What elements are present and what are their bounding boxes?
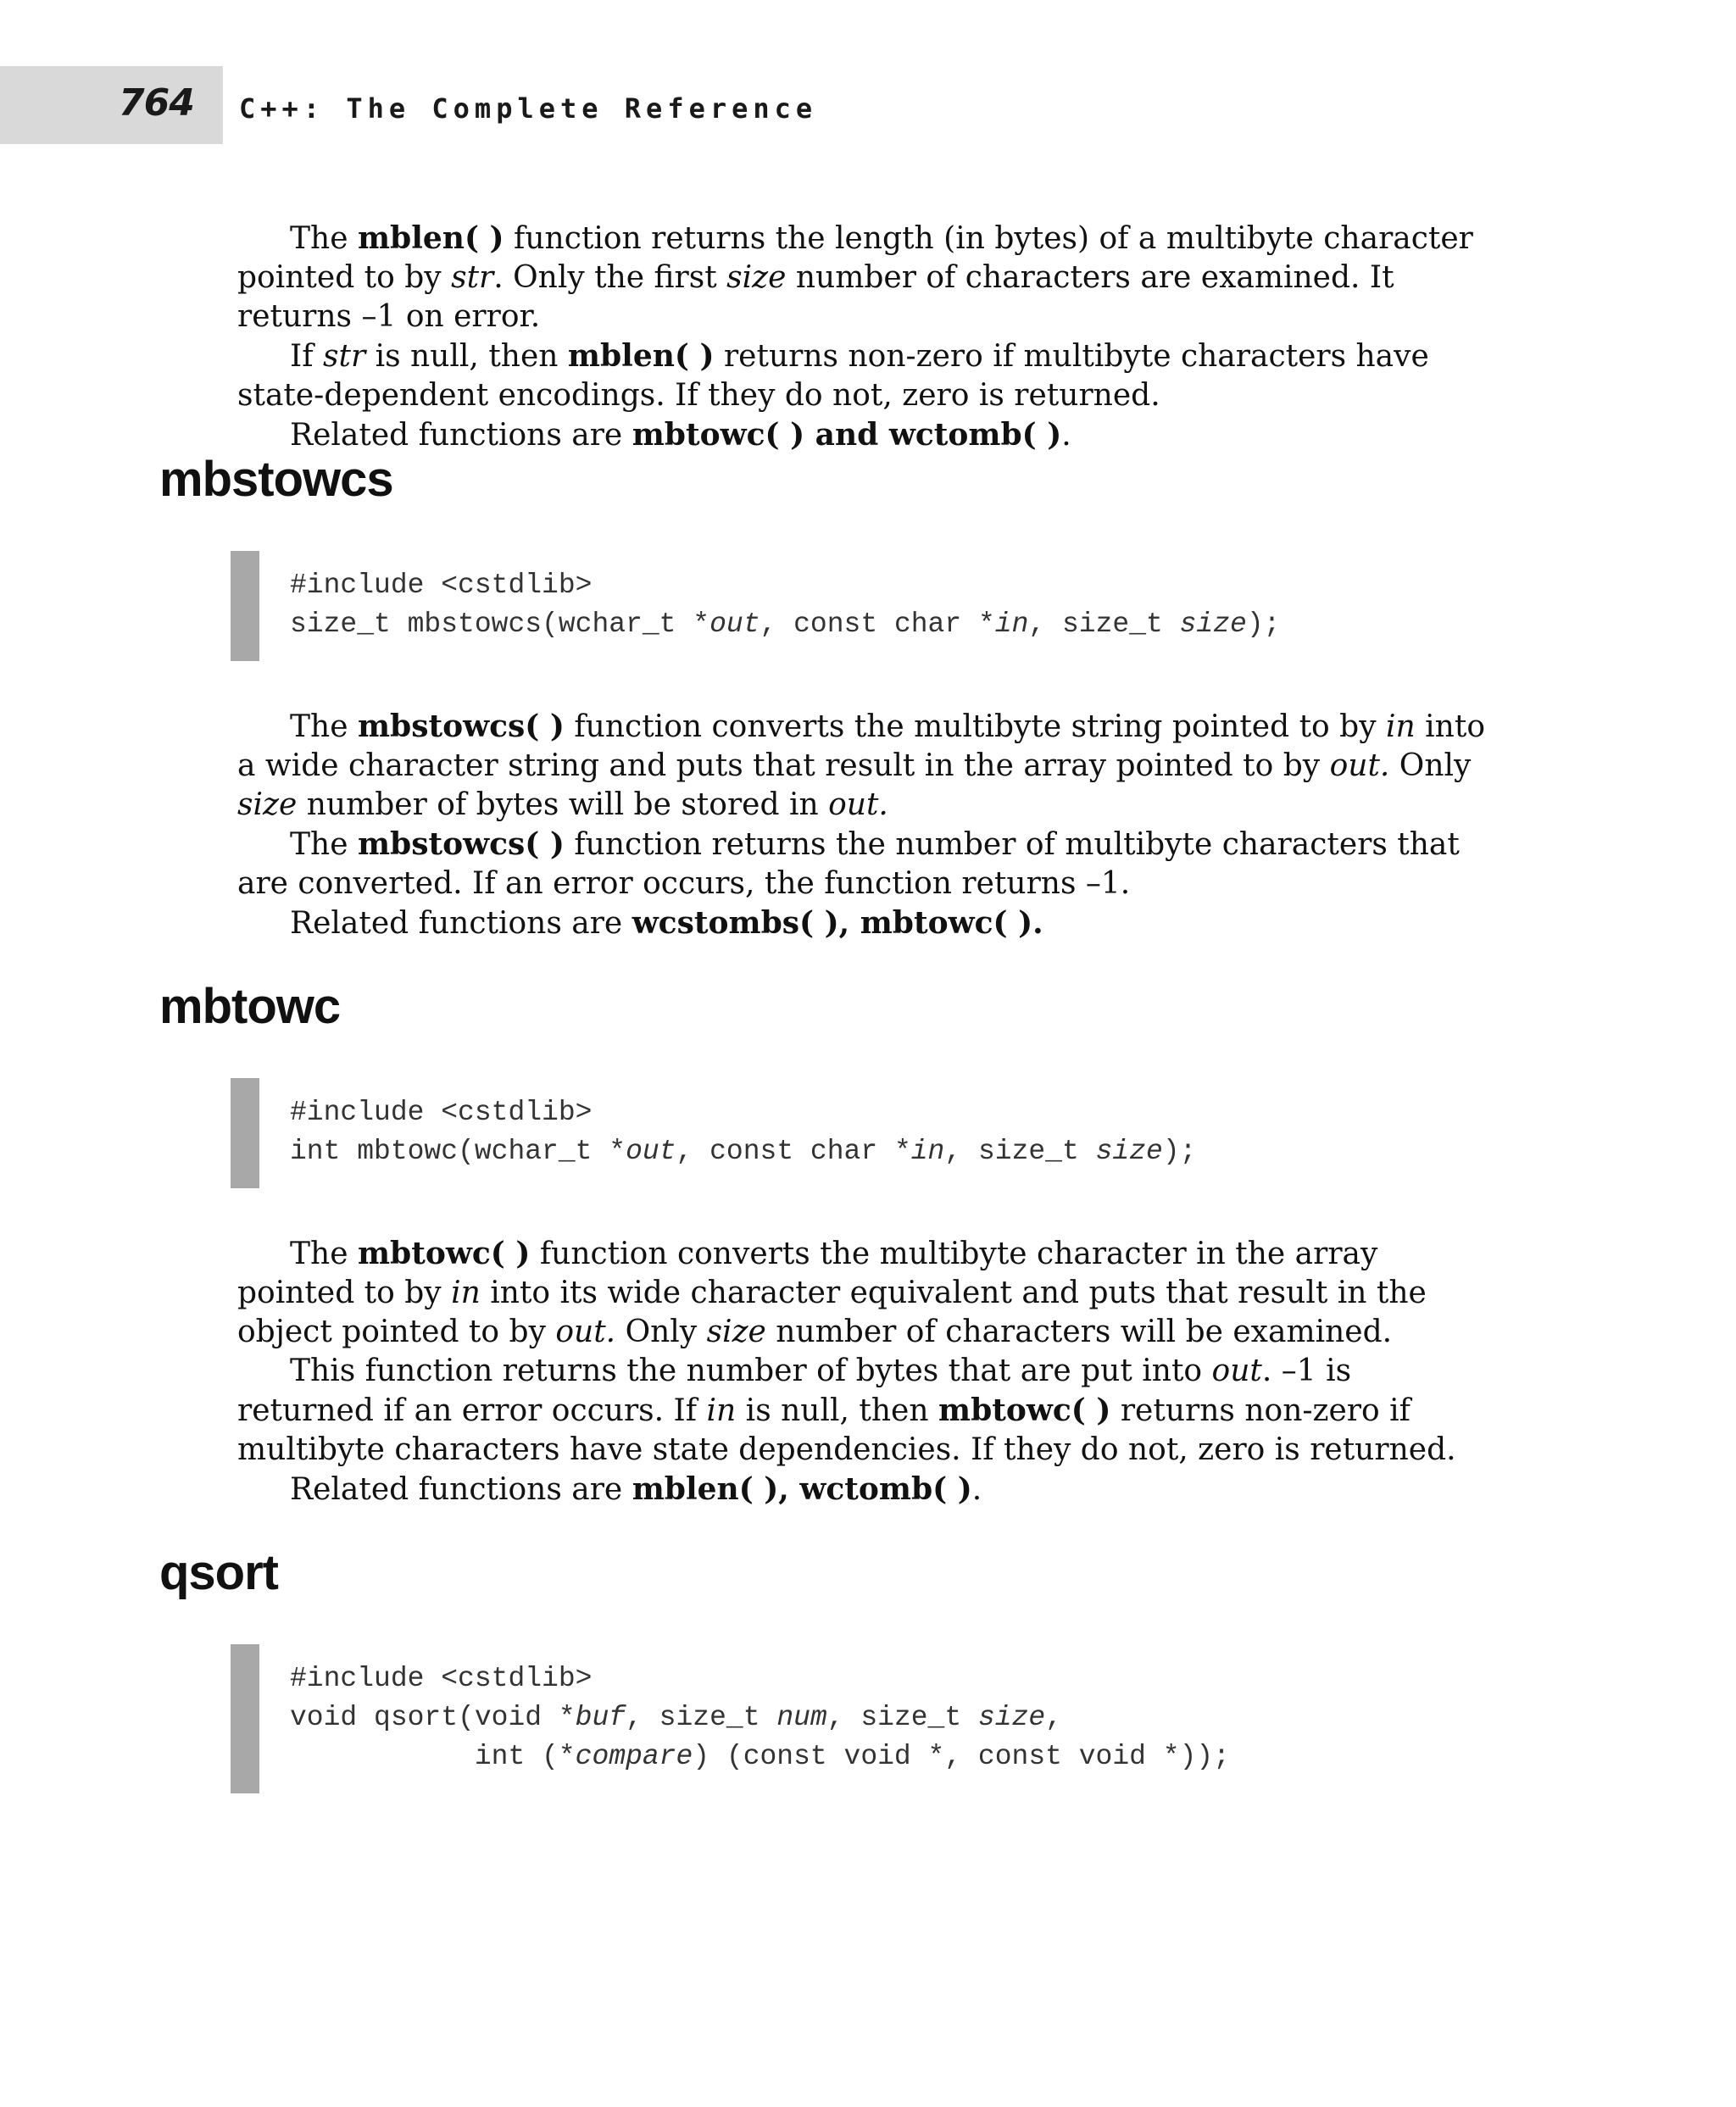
text: returns non-zero if multibyte characters have state dependencies. If they do not, zero is returned. (237, 1393, 1456, 1467)
text: The (290, 709, 358, 744)
parameter-name: out (1211, 1354, 1262, 1388)
text: function converts the multibyte character in the array pointed to by (237, 1237, 1378, 1310)
mbstowcs-paragraph-1 (237, 707, 1492, 825)
heading-mbtowc: mbtowc (159, 979, 341, 1034)
text: function returns the length (in bytes) of a multibyte character pointed to by (237, 221, 1473, 295)
parameter-name: in (994, 609, 1029, 640)
text: number of characters will be examined. (765, 1315, 1393, 1349)
code-text: size_t mbstowcs(wchar_t * (290, 609, 710, 640)
text: The (290, 1237, 358, 1271)
code-text: void qsort(void * (290, 1702, 576, 1733)
text: The (290, 221, 358, 256)
function-name: mblen( ), wctomb( ) (632, 1471, 972, 1507)
mbtowc-paragraph-1 (237, 1234, 1492, 1352)
parameter-name: in (706, 1393, 737, 1428)
text: This function returns the number of bytes that are put into (290, 1354, 1212, 1388)
mblen-paragraph-1 (237, 219, 1492, 336)
mbstowcs-related-functions (237, 903, 1492, 943)
parameter-name: size (1095, 1136, 1163, 1167)
text: . Only the first (493, 260, 727, 295)
parameter-name: in (451, 1276, 481, 1310)
parameter-name: size (1179, 609, 1247, 640)
mbtowc-prototype (290, 1093, 1196, 1171)
page-number: 764 (119, 81, 194, 125)
parameter-name: size (706, 1315, 766, 1349)
mbtowc-related-functions (237, 1470, 1492, 1509)
parameter-name: num (776, 1702, 827, 1733)
qsort-prototype (290, 1659, 1230, 1776)
code-text: , size_t (944, 1136, 1096, 1167)
text: number of characters are examined. It returns –1 on error. (237, 260, 1394, 334)
text: function returns the number of multibyte characters that are converted. If an error occurs, the function returns –1. (237, 827, 1460, 901)
text: . –1 is returned if an error occurs. If (237, 1354, 1352, 1428)
parameter-name: out (626, 1136, 676, 1167)
code-margin-bar (231, 1078, 259, 1188)
code-text: , const char * (676, 1136, 911, 1167)
parameter-name: out. (555, 1315, 616, 1349)
code-text: , size_t (1028, 609, 1180, 640)
heading-mbstowcs: mbstowcs (159, 452, 393, 507)
include-line: #include <cstdlib> (290, 570, 593, 601)
code-text: , const char * (760, 609, 995, 640)
code-text: int (* (290, 1741, 576, 1772)
text: number of bytes will be stored in (297, 787, 829, 822)
text: returns non-zero if multibyte characters have state-dependent encodings. If they do not, zero is returned. (237, 339, 1429, 413)
code-margin-bar (231, 1644, 259, 1793)
parameter-name: size (726, 260, 787, 295)
parameter-name: out. (828, 787, 888, 822)
text: function converts the multibyte string pointed to by (564, 709, 1386, 744)
code-margin-bar (231, 551, 259, 661)
mblen-description (237, 219, 1492, 455)
include-line: #include <cstdlib> (290, 1663, 593, 1694)
code-text: , size_t (626, 1702, 777, 1733)
mbstowcs-description (237, 707, 1492, 943)
text: into its wide character equivalent and puts that result in the object pointed to by (237, 1276, 1427, 1349)
code-text: ); (1246, 609, 1281, 640)
parameter-name: size (977, 1702, 1046, 1733)
parameter-name: in (1386, 709, 1416, 744)
mblen-related-functions (237, 415, 1492, 455)
running-title: C++: The Complete Reference (239, 92, 818, 125)
text: Only (1389, 748, 1472, 783)
text: is null, then (736, 1393, 938, 1428)
function-name: mblen( ) (567, 338, 715, 374)
code-text: , (1045, 1702, 1062, 1733)
function-name: mblen( ) (357, 220, 504, 256)
text: If (290, 339, 323, 374)
text: is null, then (365, 339, 568, 374)
text: into a wide character string and puts that result in the array pointed to by (237, 709, 1485, 783)
text: . (971, 1472, 982, 1507)
code-text: int mbtowc(wchar_t * (290, 1136, 626, 1167)
text: . (1061, 418, 1071, 453)
mbstowcs-paragraph-2 (237, 825, 1492, 903)
text: Related functions are (290, 906, 632, 941)
parameter-name: size (237, 787, 298, 822)
function-name: mbstowcs( ) (357, 826, 565, 862)
function-name: mbtowc( ) (357, 1236, 531, 1271)
mbstowcs-prototype (290, 566, 1280, 644)
text: Related functions are (290, 418, 632, 453)
parameter-name: str (323, 339, 366, 374)
mbtowc-description (237, 1234, 1492, 1509)
include-line: #include <cstdlib> (290, 1097, 593, 1128)
parameter-name: out. (1329, 748, 1390, 783)
mblen-paragraph-2 (237, 336, 1492, 415)
function-name: wcstombs( ), mbtowc( ). (632, 905, 1043, 941)
function-name: mbstowcs( ) (357, 709, 565, 744)
code-text: ); (1162, 1136, 1197, 1167)
heading-qsort: qsort (159, 1545, 278, 1600)
text: Related functions are (290, 1472, 632, 1507)
code-text: , size_t (826, 1702, 978, 1733)
function-name: mbtowc( ) (938, 1393, 1111, 1428)
text: The (290, 827, 358, 862)
parameter-name: in (910, 1136, 945, 1167)
text: Only (615, 1315, 707, 1349)
mbtowc-paragraph-2 (237, 1352, 1492, 1470)
parameter-name: compare (575, 1741, 693, 1772)
code-text: ) (const void *, const void *)); (693, 1741, 1230, 1772)
parameter-name: buf (575, 1702, 626, 1733)
parameter-name: str (451, 260, 494, 295)
function-name: mbtowc( ) and wctomb( ) (632, 417, 1062, 453)
parameter-name: out (709, 609, 760, 640)
